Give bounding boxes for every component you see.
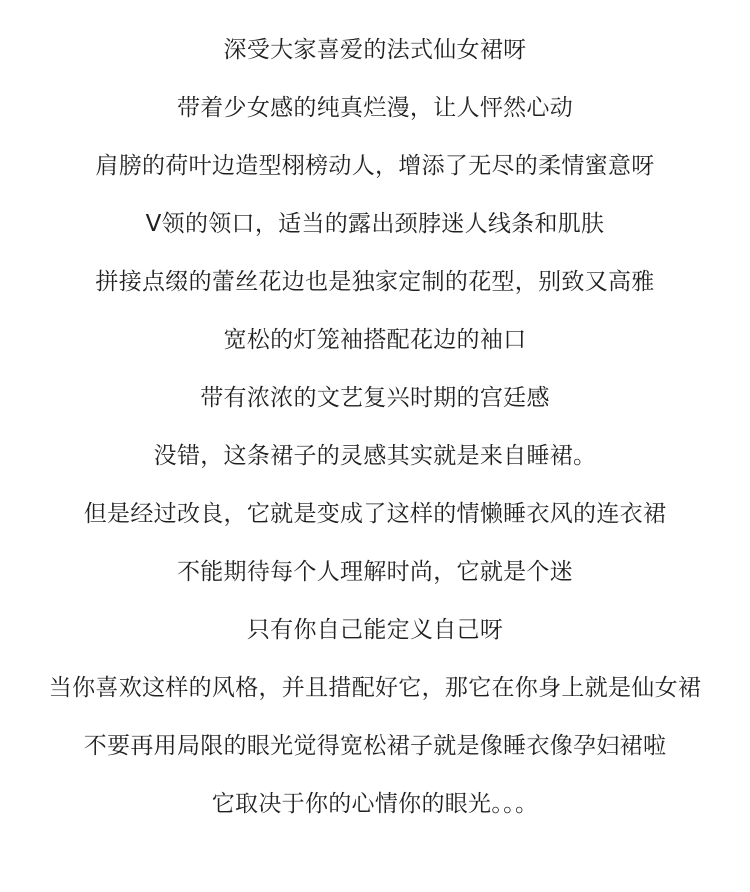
text-line: 当你喜欢这样的风格，并且措配好它，那它在你身上就是仙女裙 bbox=[48, 675, 702, 701]
description-text-block bbox=[0, 21, 750, 833]
text-line: 它取决于你的心情你的眼光。。。 bbox=[211, 791, 539, 817]
text-line: 没错，这条裙子的灵感其实就是来自睡裙。 bbox=[153, 443, 597, 469]
text-line: 带有浓浓的文艺复兴时期的宫廷感 bbox=[200, 385, 550, 411]
text-line: 深受大家喜爱的法式仙女裙呀 bbox=[223, 37, 527, 63]
text-line: 只有你自己能定义自己呀 bbox=[246, 617, 504, 643]
text-line: 不要再用局限的眼光觉得宽松裙子就是像睡衣像孕妇裙啦 bbox=[83, 733, 667, 759]
text-line: 肩膀的荷叶边造型栩榜动人，增添了无尽的柔情蜜意呀 bbox=[95, 153, 655, 179]
text-line: 带着少女感的纯真烂漫，让人怦然心动 bbox=[176, 95, 574, 121]
text-line: 宽松的灯笼袖搭配花边的袖口 bbox=[223, 327, 527, 353]
text-line: 不能期待每个人理解时尚，它就是个迷 bbox=[176, 559, 574, 585]
text-line: 但是经过改良，它就是变成了这样的情懒睡衣风的连衣裙 bbox=[83, 501, 667, 527]
text-line: V领的领口，适当的露出颈脖迷人线条和肌肤 bbox=[145, 211, 605, 237]
text-line: 拼接点缀的蕾丝花边也是独家定制的花型，别致又高雅 bbox=[95, 269, 655, 295]
